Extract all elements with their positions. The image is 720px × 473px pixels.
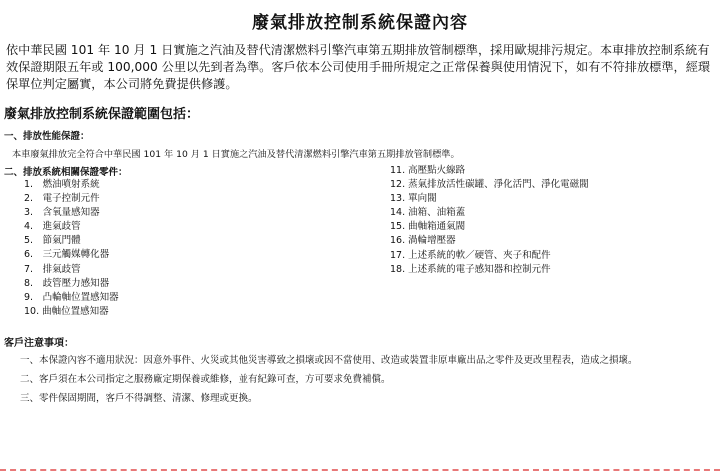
notice-item: 一、本保證內容不適用狀況：因意外事件、火災或其他災害導致之損壞或因不當使用、改造或裝置非原車廠出品之零件及更改里程表，造成之損壞。 xyxy=(20,355,638,366)
list-item: 1. 燃油噴射系統 xyxy=(24,179,100,190)
list-item: 16. 渦輪增壓器 xyxy=(390,235,456,247)
list-item: 2. 電子控制元件 xyxy=(24,193,100,205)
notice-item: 三、零件保固期間，客戶不得調整、清潔、修理或更換。 xyxy=(20,393,258,404)
parts-list-right xyxy=(390,164,589,277)
list-item: 9. 凸輪軸位置感知器 xyxy=(24,291,119,303)
section-performance xyxy=(0,128,720,160)
scope-heading: 廢氣排放控制系統保證範圍包括： xyxy=(4,107,200,122)
list-item: 8. 歧管壓力感知器 xyxy=(24,277,110,289)
section1-label: 一、排放性能保證： xyxy=(4,131,90,142)
list-item: 7. 排氣歧管 xyxy=(24,263,81,275)
list-item: 17. 上述系統的軟／硬管、夾子和配件 xyxy=(390,249,551,261)
section-parts xyxy=(0,164,720,318)
notice-list xyxy=(20,353,712,406)
list-item: 5. 節氣門體 xyxy=(24,235,81,247)
notice-item: 二、客戶須在本公司指定之服務廠定期保養或維修，並有紀錄可查，方可要求免費補償。 xyxy=(20,374,391,385)
dashed-divider xyxy=(0,469,720,471)
parts-list-left xyxy=(24,178,119,319)
list-item: 6. 三元觸媒轉化器 xyxy=(24,249,110,261)
intro-paragraph: 依中華民國 101 年 10 月 1 日實施之汽油及替代清潔燃料引擎汽車第五期排放管制標準，採用歐規排污規定。本車排放控制系統有效保證期限五年或 100,000 公里以先到者為準。客戶依本公司使用手冊所規定之正常保養與使用情況下，如有不符排放標準，經環保單位判定屬實，本公司將免費提供修護。 xyxy=(6,43,711,91)
list-item: 14. 油箱、油箱蓋 xyxy=(390,207,466,219)
section2-label: 二、排放系統相關保證零件： xyxy=(4,167,128,178)
list-item: 13. 單向閥 xyxy=(390,193,437,205)
list-item: 4. 進氣歧管 xyxy=(24,221,81,233)
list-item: 11. 高壓點火線路 xyxy=(390,165,466,176)
list-item: 3. 含氧量感知器 xyxy=(24,207,100,219)
page-title: 廢氣排放控制系統保證內容 xyxy=(252,13,468,33)
section1-body: 本車廢氣排放完全符合中華民國 101 年 10 月 1 日實施之汽油及替代清潔燃料引擎汽車第五期排放管制標準。 xyxy=(12,149,460,160)
list-item: 18. 上述系統的電子感知器和控制元件 xyxy=(390,263,551,275)
notice-heading: 客戶注意事項： xyxy=(4,338,74,349)
list-item: 12. 蒸氣排放活性碳罐、淨化活門、淨化電磁閥 xyxy=(390,179,589,191)
list-item: 15. 曲軸箱通氣閥 xyxy=(390,221,466,233)
list-item: 10. 曲軸位置感知器 xyxy=(24,305,109,317)
